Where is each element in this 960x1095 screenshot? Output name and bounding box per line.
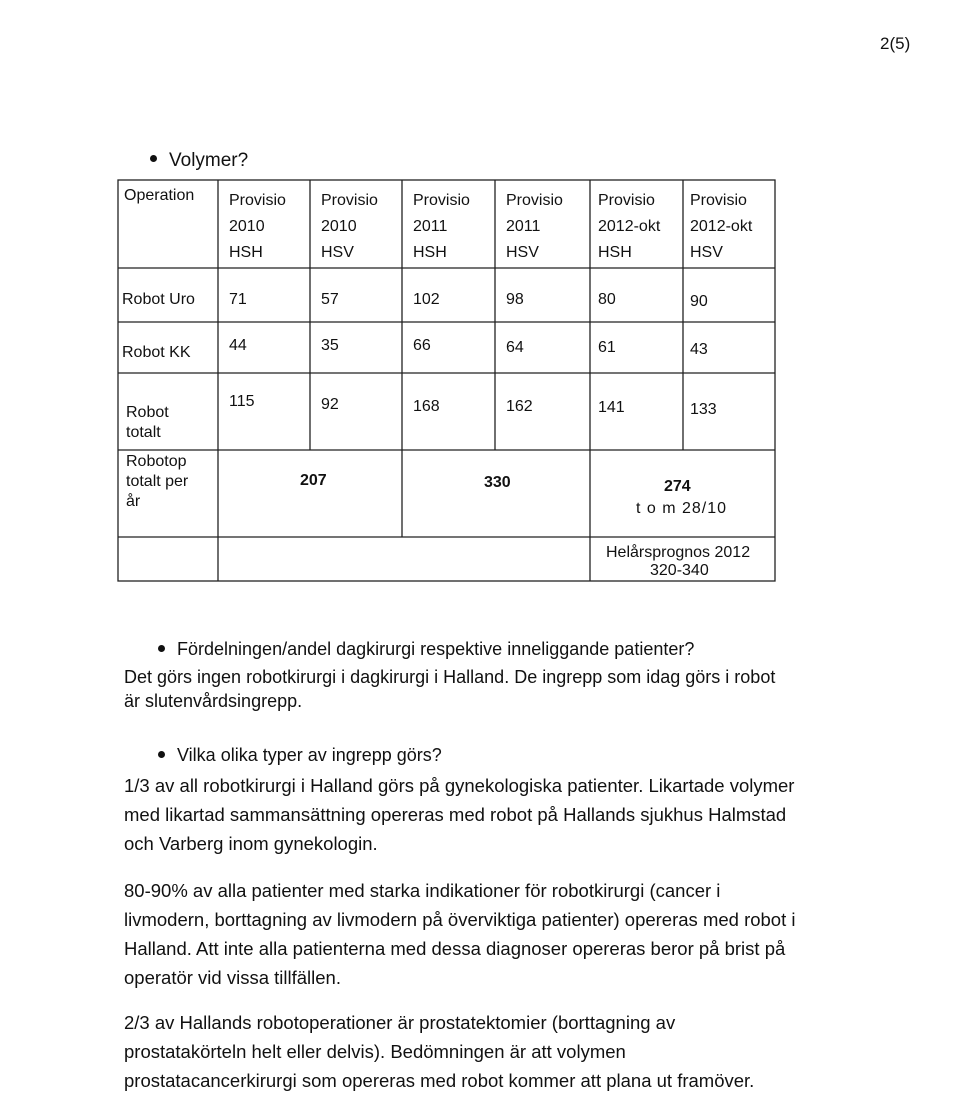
page-number: 2(5): [880, 34, 911, 53]
table-cell: 162: [506, 398, 533, 415]
answer-paragraph: 1/3 av all robotkirurgi i Halland görs på gynekologiska patienter. Likartade volymer med likartad sammansättning opereras med robot på Hallands sjukhus Halmstad och Varberg inom gynekologin.: [124, 775, 795, 854]
forecast-label: Helårsprognos 2012: [606, 544, 751, 561]
row-label-robotop-per-year: Robotop totalt per år: [126, 453, 189, 510]
bullet-icon: [158, 751, 165, 758]
table-cell: 61: [598, 339, 616, 356]
section-bullet: [150, 150, 248, 172]
paragraph: 2/3 av Hallands robotoperationer är prostatektomier (borttagning av prostatakörteln helt eller delvis). Bedömningen är att volymen prostatacancerkirurgi som opereras med robot kommer att plana ut framöver.: [124, 1012, 755, 1091]
column-header: Provisio 2010 HSV: [321, 192, 378, 261]
table-cell: 66: [413, 337, 431, 354]
year-total-2012-note: t o m 28/10: [636, 500, 728, 517]
year-total-2012: 274: [664, 478, 691, 495]
table-cell: 102: [413, 291, 440, 308]
table-cell: 64: [506, 339, 524, 356]
row-label-robot-uro: Robot Uro: [122, 291, 195, 308]
table-cell: 35: [321, 337, 339, 354]
paragraph: 80-90% av alla patienter med starka indikationer för robotkirurgi (cancer i livmodern, borttagning av livmodern på överviktiga patienter) opereras med robot i Halland. Att inte alla patienterna med dessa diagnoser opereras beror på brist på operatör vid vissa tillfällen.: [124, 880, 796, 988]
header-operation: Operation: [124, 187, 195, 204]
table-cell: 57: [321, 291, 339, 308]
question-bullet: [158, 745, 442, 766]
table-cell: 141: [598, 399, 625, 416]
year-total-2011: 330: [484, 474, 511, 491]
row-label-robot-totalt: Robot totalt: [126, 404, 169, 441]
table-cell: 80: [598, 291, 616, 308]
column-header: Provisio 2012-okt HSV: [690, 192, 753, 261]
forecast-value: 320-340: [650, 562, 709, 579]
table-cell: 115: [229, 393, 255, 410]
table-cell: 90: [690, 293, 708, 310]
table-cell: 44: [229, 337, 247, 354]
question-bullet: [158, 639, 694, 660]
question-text: Fördelningen/andel dagkirurgi respektive inneliggande patienter?: [177, 639, 695, 659]
column-header: Provisio 2012-okt HSH: [598, 192, 661, 261]
column-header: Provisio 2011 HSH: [413, 192, 470, 261]
bullet-icon: [150, 155, 157, 162]
row-label-robot-kk: Robot KK: [122, 344, 191, 361]
table-cell: 98: [506, 291, 524, 308]
column-header: Provisio 2011 HSV: [506, 192, 563, 261]
year-total-2010: 207: [300, 472, 327, 489]
table-cell: 92: [321, 396, 339, 413]
table-cell: 71: [229, 291, 247, 308]
bullet-icon: [158, 645, 165, 652]
column-header: Provisio 2010 HSH: [229, 192, 286, 261]
answer-paragraph: Det görs ingen robotkirurgi i dagkirurgi i Halland. De ingrepp som idag görs i robot är slutenvårdsingrepp.: [124, 667, 776, 711]
table-cell: 168: [413, 398, 440, 415]
question-text: Vilka olika typer av ingrepp görs?: [177, 745, 442, 765]
table-cell: 43: [690, 341, 708, 358]
section-title: Volymer?: [169, 150, 249, 171]
table-cell: 133: [690, 401, 717, 418]
